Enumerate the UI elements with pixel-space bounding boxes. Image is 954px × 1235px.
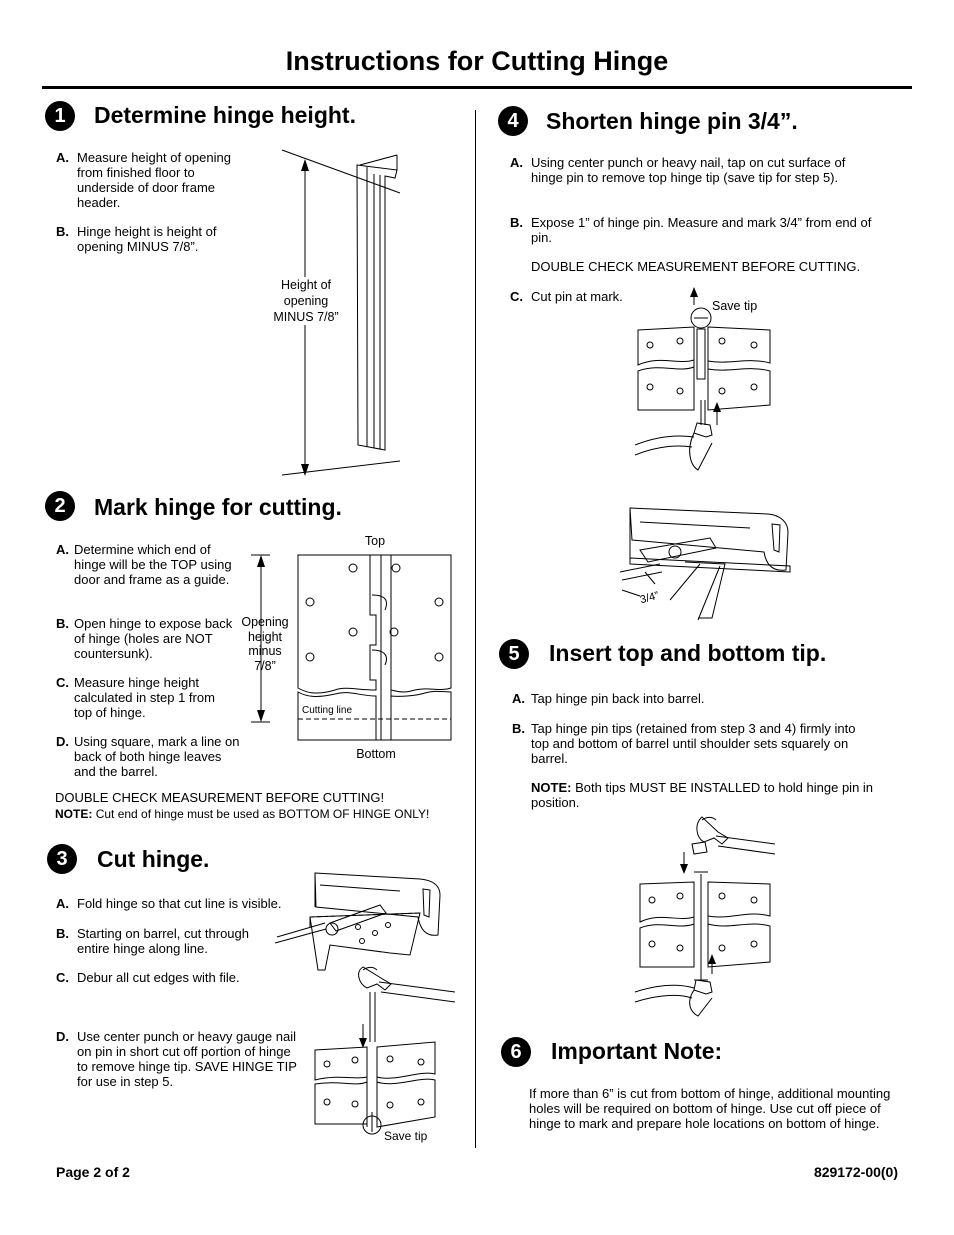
item-text: Fold hinge so that cut line is visible.	[77, 896, 282, 911]
step-6-text: If more than 6” is cut from bottom of hinge, additional mounting holes will be required on bottom of hinge. Use cut off piece of hinge to mark and prepare hole locations on bottom of hinge.	[529, 1086, 891, 1131]
step-4-item-b	[510, 215, 888, 245]
item-letter: B.	[56, 224, 69, 239]
step-3-item-b	[56, 926, 271, 956]
item-letter: B.	[56, 616, 69, 631]
saw-cutting-pin-illustration	[600, 500, 800, 620]
document-number: 829172-00(0)	[813, 1164, 898, 1180]
step-2-item-b	[56, 616, 236, 661]
note-label: NOTE:	[531, 780, 572, 795]
step-3-save-tip-label: Save tip	[384, 1129, 428, 1143]
step-3-heading: Cut hinge.	[97, 846, 210, 872]
page-title: Instructions for Cutting Hinge	[285, 46, 669, 76]
step-5-note	[531, 780, 876, 810]
step-4-heading: Shorten hinge pin 3/4”.	[546, 108, 798, 134]
step-1-item-a	[56, 150, 251, 210]
item-letter: B.	[510, 215, 523, 230]
item-text: Hinge height is height of opening MINUS 7/8”.	[77, 224, 217, 254]
item-text: Open hinge to expose back of hinge (holes are NOT countersunk).	[74, 616, 233, 661]
item-letter: A.	[56, 150, 69, 165]
item-text: Cut pin at mark.	[531, 289, 623, 304]
page-number: Page 2 of 2	[56, 1164, 130, 1180]
step-4-save-tip-label: Save tip	[712, 299, 758, 313]
note-text: Both tips MUST BE INSTALLED to hold hinge pin in position.	[531, 780, 874, 810]
pin-tip-removal-illustration	[630, 285, 780, 490]
item-text: Using square, mark a line on back of both hinge leaves and the barrel.	[74, 734, 240, 779]
step-5-item-a	[512, 691, 872, 706]
saw-cutting-hinge-illustration	[270, 865, 450, 975]
step-2-heading: Mark hinge for cutting.	[94, 494, 342, 520]
step-6-heading: Important Note:	[551, 1038, 723, 1064]
step-3-item-d	[56, 1029, 304, 1089]
item-letter: A.	[56, 542, 69, 557]
item-letter: A.	[512, 691, 525, 706]
step-2-item-d	[56, 734, 246, 779]
step-6-number-badge: 6	[501, 1037, 531, 1067]
note-label: NOTE:	[55, 807, 93, 821]
item-text: Debur all cut edges with file.	[77, 970, 240, 985]
step-2-double-check: DOUBLE CHECK MEASUREMENT BEFORE CUTTING!	[55, 790, 385, 805]
title-divider	[42, 86, 912, 89]
step-4-double-check: DOUBLE CHECK MEASUREMENT BEFORE CUTTING.	[531, 259, 861, 274]
item-letter: C.	[510, 289, 523, 304]
item-letter: C.	[56, 970, 69, 985]
item-text: Tap hinge pin back into barrel.	[531, 691, 705, 706]
cutting-line-label: Cutting line	[302, 705, 353, 716]
step-3-item-a	[56, 896, 306, 911]
step-5-item-b	[512, 721, 862, 766]
step-2-item-a	[56, 542, 236, 587]
remove-hinge-tip-illustration	[305, 962, 465, 1142]
step-4-number-badge: 4	[498, 106, 528, 136]
step-5-number-badge: 5	[499, 639, 529, 669]
item-text: Expose 1” of hinge pin. Measure and mark 3/4” from end of pin.	[531, 215, 872, 245]
item-letter: B.	[512, 721, 525, 736]
pin-measure-label: 3/4”	[638, 589, 661, 607]
item-text: Measure height of opening from finished floor to underside of door frame header.	[77, 150, 231, 210]
step-2-number-badge: 2	[45, 491, 75, 521]
item-text: Measure hinge height calculated in step 1 from top of hinge.	[74, 675, 215, 720]
hinge-bottom-label: Bottom	[356, 747, 396, 761]
item-letter: D.	[56, 1029, 69, 1044]
opening-height-label: Opening height minus 7/8”	[241, 615, 289, 673]
step-4-item-a	[510, 155, 880, 185]
item-text: Starting on barrel, cut through entire hinge along line.	[77, 926, 249, 956]
item-letter: D.	[56, 734, 69, 749]
item-text: Tap hinge pin tips (retained from step 3 and 4) firmly into top and bottom of barrel until shoulder sets squarely on barrel.	[531, 721, 856, 766]
step-2-item-c	[56, 675, 236, 720]
step-1-heading: Determine hinge height.	[94, 102, 356, 128]
hinge-marking-illustration	[245, 550, 460, 745]
column-divider	[475, 110, 476, 1148]
note-text: Cut end of hinge must be used as BOTTOM OF HINGE ONLY!	[95, 807, 430, 821]
item-letter: A.	[56, 896, 69, 911]
item-letter: B.	[56, 926, 69, 941]
insert-tips-illustration	[630, 812, 780, 1017]
item-letter: A.	[510, 155, 523, 170]
step-5-heading: Insert top and bottom tip.	[549, 640, 827, 666]
item-letter: C.	[56, 675, 69, 690]
step-3-item-c	[56, 970, 271, 985]
step-1-item-b	[56, 224, 251, 254]
step-2-note	[55, 807, 429, 822]
hinge-top-label: Top	[364, 534, 386, 548]
item-text: Use center punch or heavy gauge nail on pin in short cut off portion of hinge to remove hinge tip. SAVE HINGE TIP for use in step 5.	[77, 1029, 297, 1089]
item-text: Using center punch or heavy nail, tap on cut surface of hinge pin to remove top hinge tip (save tip for step 5).	[531, 155, 846, 185]
step-1-number-badge: 1	[45, 101, 75, 131]
height-figure-label: Height of opening MINUS 7/8”	[262, 277, 350, 325]
step-3-number-badge: 3	[47, 844, 77, 874]
item-text: Determine which end of hinge will be the TOP using door and frame as a guide.	[74, 542, 232, 587]
